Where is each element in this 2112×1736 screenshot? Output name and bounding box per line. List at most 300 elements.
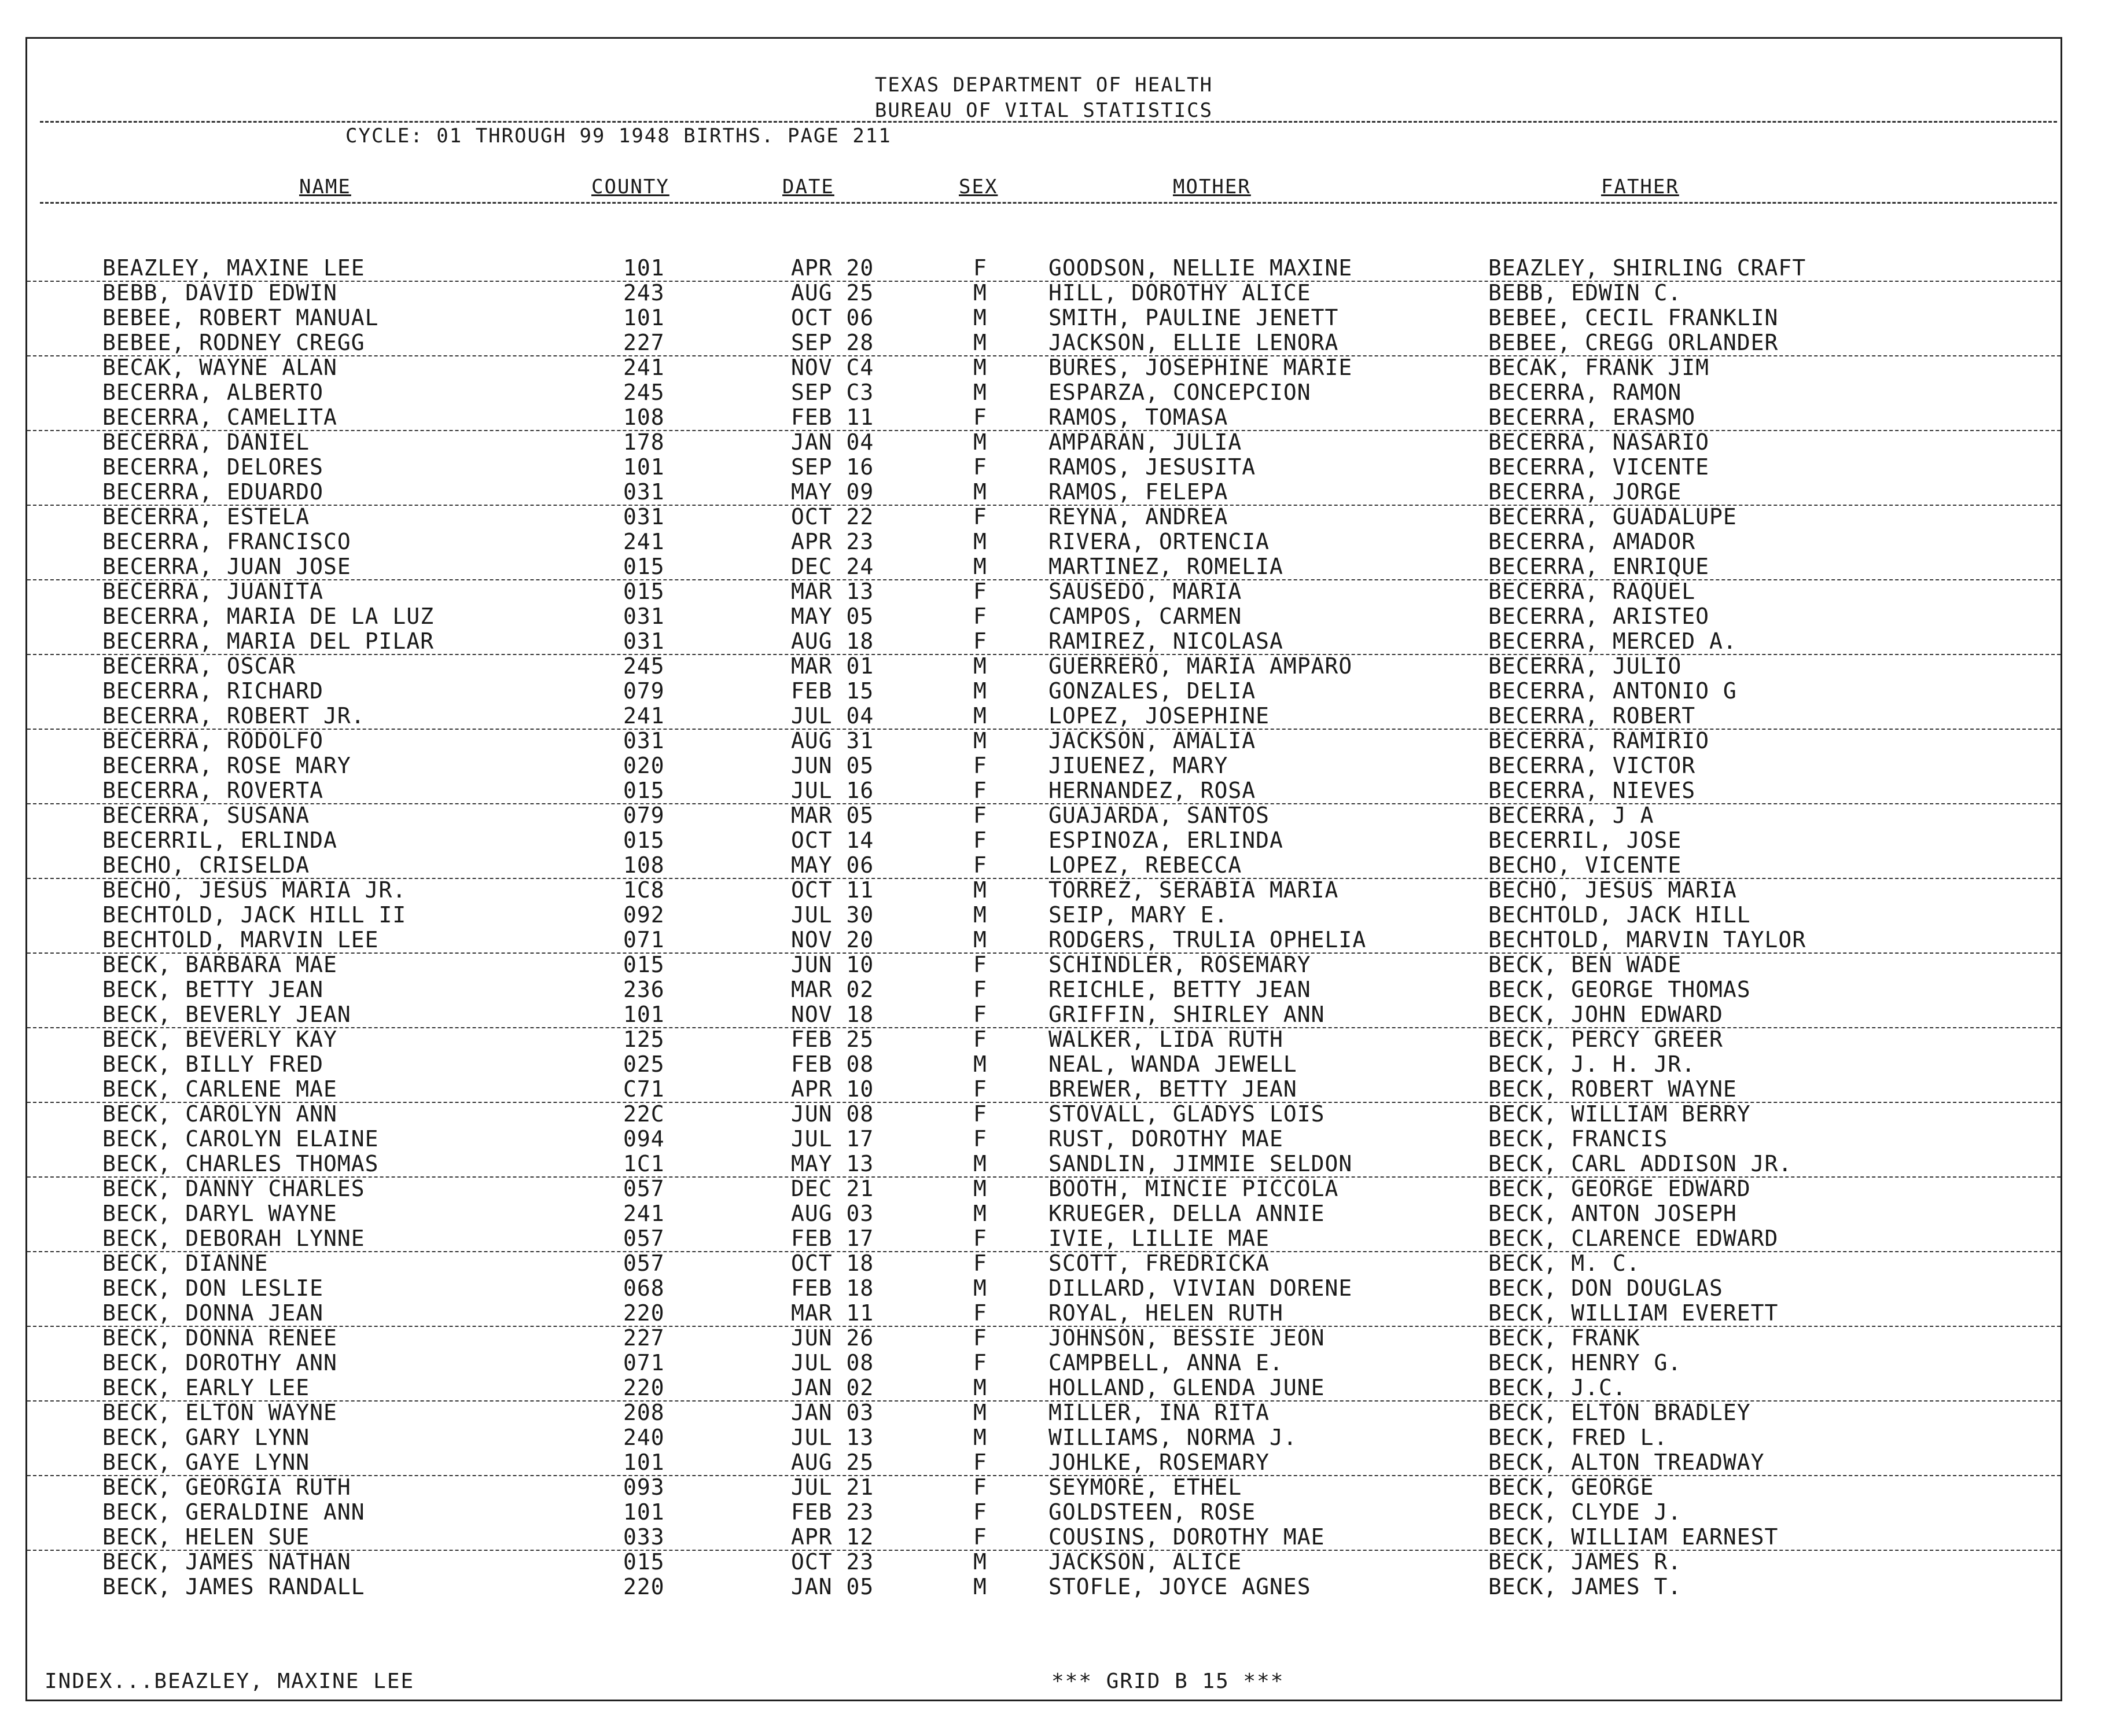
cell-date: JUL 30 — [791, 902, 874, 928]
cell-sex: F — [973, 753, 987, 778]
cell-county: 033 — [623, 1524, 665, 1550]
cell-mother: STOVALL, GLADYS LOIS — [1048, 1101, 1325, 1127]
cell-name: BECERRA, SUSANA — [102, 803, 310, 828]
cell-county: 227 — [623, 330, 665, 355]
cell-father: BECERRA, JORGE — [1488, 479, 1682, 505]
cell-name: BECK, JAMES NATHAN — [102, 1549, 351, 1575]
cell-sex: F — [973, 1002, 987, 1027]
cell-date: OCT 11 — [791, 877, 874, 903]
cell-county: 243 — [623, 280, 665, 306]
cell-date: NOV 20 — [791, 927, 874, 952]
cell-name: BECHTOLD, JACK HILL II — [102, 902, 407, 928]
cell-date: APR 23 — [791, 529, 874, 554]
cell-name: BECK, DARYL WAYNE — [102, 1201, 337, 1226]
cell-mother: JACKSON, ELLIE LENORA — [1048, 330, 1339, 355]
cell-county: 092 — [623, 902, 665, 928]
cell-date: JUL 04 — [791, 703, 874, 729]
cell-name: BECK, BEVERLY JEAN — [102, 1002, 351, 1027]
cell-name: BECK, DON LESLIE — [102, 1275, 324, 1301]
cell-mother: RAMIREZ, NICOLASA — [1048, 628, 1283, 654]
cell-date: FEB 15 — [791, 678, 874, 704]
cell-father: BECERRA, ENRIQUE — [1488, 554, 1710, 579]
cell-name: BECK, BARBARA MAE — [102, 952, 337, 977]
cell-mother: ROYAL, HELEN RUTH — [1048, 1300, 1283, 1326]
table-row — [27, 878, 2061, 903]
cell-sex: F — [973, 1524, 987, 1550]
cell-date: JUL 08 — [791, 1350, 874, 1375]
cell-date: JAN 05 — [791, 1574, 874, 1599]
cell-sex: F — [973, 1300, 987, 1326]
cell-father: BEBEE, CREGG ORLANDER — [1488, 330, 1779, 355]
cell-sex: M — [973, 380, 987, 405]
cell-father: BECK, CARL ADDISON JR. — [1488, 1151, 1793, 1176]
cell-sex: M — [973, 678, 987, 704]
cell-sex: M — [973, 703, 987, 729]
cell-mother: RAMOS, JESUSITA — [1048, 454, 1256, 480]
cell-father: BECK, HENRY G. — [1488, 1350, 1682, 1375]
cell-mother: JOHNSON, BESSIE JEON — [1048, 1325, 1325, 1351]
cell-name: BECERRA, ROSE MARY — [102, 753, 351, 778]
column-header-date: DATE — [782, 175, 834, 198]
table-row — [27, 803, 2061, 828]
cell-father: BECERRIL, JOSE — [1488, 827, 1682, 853]
cell-sex: F — [973, 604, 987, 629]
table-row — [27, 828, 2061, 853]
cell-name: BECAK, WAYNE ALAN — [102, 355, 337, 380]
table-row — [27, 1400, 2061, 1425]
cell-sex: M — [973, 728, 987, 753]
cell-sex: M — [973, 1201, 987, 1226]
cell-name: BEBB, DAVID EDWIN — [102, 280, 337, 306]
cell-mother: GRIFFIN, SHIRLEY ANN — [1048, 1002, 1325, 1027]
cell-mother: CAMPBELL, ANNA E. — [1048, 1350, 1283, 1375]
cell-date: OCT 14 — [791, 827, 874, 853]
table-row — [27, 579, 2061, 604]
cell-father: BECHTOLD, JACK HILL — [1488, 902, 1751, 928]
cell-name: BECK, HELEN SUE — [102, 1524, 310, 1550]
cell-mother: GUAJARDA, SANTOS — [1048, 803, 1270, 828]
cell-sex: M — [973, 1574, 987, 1599]
cell-mother: LOPEZ, REBECCA — [1048, 852, 1242, 878]
cell-name: BECK, DANNY CHARLES — [102, 1176, 365, 1201]
cell-date: AUG 18 — [791, 628, 874, 654]
cell-county: 101 — [623, 1002, 665, 1027]
cell-mother: IVIE, LILLIE MAE — [1048, 1226, 1270, 1251]
cell-county: 079 — [623, 678, 665, 704]
cell-county: 241 — [623, 529, 665, 554]
cell-date: JUN 08 — [791, 1101, 874, 1127]
cell-name: BECK, DONNA RENEE — [102, 1325, 337, 1351]
cell-county: 236 — [623, 977, 665, 1002]
cell-father: BECK, WILLIAM EARNEST — [1488, 1524, 1779, 1550]
cell-date: OCT 22 — [791, 504, 874, 529]
cell-date: JUL 16 — [791, 778, 874, 803]
cell-mother: SEIP, MARY E. — [1048, 902, 1228, 928]
cell-date: FEB 25 — [791, 1027, 874, 1052]
cell-name: BECHO, CRISELDA — [102, 852, 310, 878]
cell-name: BECK, BILLY FRED — [102, 1051, 324, 1077]
cell-sex: F — [973, 1499, 987, 1525]
cell-date: MAR 02 — [791, 977, 874, 1002]
cell-mother: RIVERA, ORTENCIA — [1048, 529, 1270, 554]
cell-mother: BREWER, BETTY JEAN — [1048, 1076, 1297, 1102]
cell-name: BECERRA, FRANCISCO — [102, 529, 351, 554]
cell-name: BECK, DIANNE — [102, 1250, 268, 1276]
cell-father: BECK, M. C. — [1488, 1250, 1640, 1276]
column-header-mother: MOTHER — [1173, 175, 1251, 198]
cell-date: MAR 11 — [791, 1300, 874, 1326]
cell-name: BECERRA, RICHARD — [102, 678, 324, 704]
table-row — [27, 679, 2061, 704]
cell-county: 22C — [623, 1101, 665, 1127]
cell-date: JUN 10 — [791, 952, 874, 977]
cell-sex: F — [973, 977, 987, 1002]
cell-mother: RUST, DOROTHY MAE — [1048, 1126, 1283, 1152]
cell-name: BECERRA, ESTELA — [102, 504, 310, 529]
cell-county: 068 — [623, 1275, 665, 1301]
cell-name: BECERRA, JUAN JOSE — [102, 554, 351, 579]
table-row — [27, 554, 2061, 580]
cell-mother: DILLARD, VIVIAN DORENE — [1048, 1275, 1353, 1301]
table-row — [27, 928, 2061, 954]
table-row — [27, 1351, 2061, 1375]
cell-father: BECK, WILLIAM EVERETT — [1488, 1300, 1779, 1326]
cell-mother: SCHINDLER, ROSEMARY — [1048, 952, 1311, 977]
cell-mother: MILLER, INA RITA — [1048, 1400, 1270, 1425]
cell-name: BECK, CAROLYN ANN — [102, 1101, 337, 1127]
cell-date: JUL 13 — [791, 1425, 874, 1450]
table-row — [27, 729, 2061, 753]
cell-date: JUL 17 — [791, 1126, 874, 1152]
table-row — [27, 306, 2061, 330]
cell-date: AUG 25 — [791, 280, 874, 306]
cell-sex: F — [973, 1474, 987, 1500]
cell-county: 094 — [623, 1126, 665, 1152]
cell-father: BECERRA, ROBERT — [1488, 703, 1696, 729]
table-row — [27, 1251, 2061, 1276]
cell-date: FEB 23 — [791, 1499, 874, 1525]
table-row — [27, 1052, 2061, 1077]
cell-county: 245 — [623, 653, 665, 679]
cell-father: BECERRA, JULIO — [1488, 653, 1682, 679]
grid-label: *** GRID B 15 *** — [1051, 1669, 1285, 1693]
cell-name: BEBEE, RODNEY CREGG — [102, 330, 365, 355]
table-row — [27, 704, 2061, 730]
cell-father: BECERRA, GUADALUPE — [1488, 504, 1737, 529]
ledger-page — [25, 37, 2062, 1701]
column-divider — [40, 202, 2057, 204]
cell-mother: RAMOS, TOMASA — [1048, 404, 1228, 430]
cell-mother: SCOTT, FREDRICKA — [1048, 1250, 1270, 1276]
cell-father: BECK, FRANCIS — [1488, 1126, 1668, 1152]
cell-mother: BURES, JOSEPHINE MARIE — [1048, 355, 1353, 380]
cell-sex: F — [973, 852, 987, 878]
cell-mother: KRUEGER, DELLA ANNIE — [1048, 1201, 1325, 1226]
cell-mother: ESPARZA, CONCEPCION — [1048, 380, 1311, 405]
cell-mother: REYNA, ANDREA — [1048, 504, 1228, 529]
cell-father: BECK, WILLIAM BERRY — [1488, 1101, 1751, 1127]
table-row — [27, 505, 2061, 529]
cell-mother: MARTINEZ, ROMELIA — [1048, 554, 1283, 579]
cell-father: BECERRA, AMADOR — [1488, 529, 1696, 554]
cell-mother: RODGERS, TRULIA OPHELIA — [1048, 927, 1367, 952]
cell-date: FEB 11 — [791, 404, 874, 430]
cell-sex: M — [973, 355, 987, 380]
cell-name: BECK, DOROTHY ANN — [102, 1350, 337, 1375]
cell-name: BECERRA, JUANITA — [102, 579, 324, 604]
cell-county: 015 — [623, 1549, 665, 1575]
table-row — [27, 654, 2061, 679]
table-row — [27, 1575, 2061, 1599]
table-row — [27, 1450, 2061, 1476]
cell-county: 240 — [623, 1425, 665, 1450]
cell-name: BECK, EARLY LEE — [102, 1375, 310, 1400]
cell-county: 031 — [623, 728, 665, 753]
cell-name: BECERRIL, ERLINDA — [102, 827, 337, 853]
cell-date: MAY 09 — [791, 479, 874, 505]
cell-name: BEBEE, ROBERT MANUAL — [102, 305, 379, 330]
table-row — [27, 753, 2061, 778]
cell-name: BECK, BEVERLY KAY — [102, 1027, 337, 1052]
cell-sex: M — [973, 554, 987, 579]
cell-date: MAR 13 — [791, 579, 874, 604]
table-row — [27, 430, 2061, 455]
cell-date: FEB 08 — [791, 1051, 874, 1077]
cell-mother: SMITH, PAULINE JENETT — [1048, 305, 1339, 330]
cell-sex: M — [973, 429, 987, 455]
table-row — [27, 1425, 2061, 1450]
cell-mother: AMPARAN, JULIA — [1048, 429, 1242, 455]
cell-father: BECERRA, VICENTE — [1488, 454, 1710, 480]
cell-sex: F — [973, 255, 987, 281]
cell-father: BECERRA, J A — [1488, 803, 1654, 828]
cell-county: 101 — [623, 454, 665, 480]
cell-sex: M — [973, 1375, 987, 1400]
index-label: INDEX...BEAZLEY, MAXINE LEE — [45, 1669, 415, 1693]
table-row — [27, 1226, 2061, 1252]
cell-sex: F — [973, 1126, 987, 1152]
cell-father: BECK, J.C. — [1488, 1375, 1627, 1400]
cell-county: 057 — [623, 1176, 665, 1201]
cell-sex: F — [973, 1250, 987, 1276]
table-row — [27, 405, 2061, 431]
table-row — [27, 1152, 2061, 1178]
cell-county: 020 — [623, 753, 665, 778]
cell-sex: F — [973, 803, 987, 828]
table-row — [27, 1027, 2061, 1052]
cell-father: BECK, ELTON BRADLEY — [1488, 1400, 1751, 1425]
cell-date: AUG 31 — [791, 728, 874, 753]
cell-sex: M — [973, 1051, 987, 1077]
cell-name: BECERRA, OSCAR — [102, 653, 296, 679]
table-row — [27, 355, 2061, 380]
cell-father: BECHO, VICENTE — [1488, 852, 1682, 878]
cell-county: 031 — [623, 504, 665, 529]
cell-sex: F — [973, 579, 987, 604]
cell-mother: JACKSON, AMALIA — [1048, 728, 1256, 753]
table-row — [27, 1201, 2061, 1226]
cell-county: 108 — [623, 404, 665, 430]
cell-name: BECERRA, DANIEL — [102, 429, 310, 455]
cell-father: BEBEE, CECIL FRANKLIN — [1488, 305, 1779, 330]
cell-father: BECK, PERCY GREER — [1488, 1027, 1723, 1052]
table-row — [27, 977, 2061, 1002]
cell-sex: F — [973, 827, 987, 853]
cell-county: 101 — [623, 255, 665, 281]
cell-mother: BOOTH, MINCIE PICCOLA — [1048, 1176, 1339, 1201]
table-row — [27, 853, 2061, 879]
cell-mother: RAMOS, FELEPA — [1048, 479, 1228, 505]
cell-county: 1C1 — [623, 1151, 665, 1176]
cell-county: 101 — [623, 305, 665, 330]
cell-father: BECERRA, MERCED A. — [1488, 628, 1737, 654]
column-header-father: FATHER — [1601, 175, 1679, 198]
cell-father: BEAZLEY, SHIRLING CRAFT — [1488, 255, 1806, 281]
cell-county: 031 — [623, 628, 665, 654]
table-row — [27, 380, 2061, 405]
table-row — [27, 1475, 2061, 1500]
cell-name: BECK, BETTY JEAN — [102, 977, 324, 1002]
cell-mother: CAMPOS, CARMEN — [1048, 604, 1242, 629]
cell-name: BECK, GAYE LYNN — [102, 1450, 310, 1475]
cell-name: BECK, CAROLYN ELAINE — [102, 1126, 379, 1152]
cell-date: MAY 06 — [791, 852, 874, 878]
cell-sex: F — [973, 1325, 987, 1351]
table-row — [27, 1127, 2061, 1152]
cell-county: 220 — [623, 1574, 665, 1599]
cell-sex: F — [973, 1027, 987, 1052]
cell-mother: SEYMORE, ETHEL — [1048, 1474, 1242, 1500]
cell-name: BECERRA, DELORES — [102, 454, 324, 480]
cell-county: 101 — [623, 1499, 665, 1525]
cell-name: BECK, GEORGIA RUTH — [102, 1474, 351, 1500]
cell-date: OCT 06 — [791, 305, 874, 330]
cell-sex: F — [973, 1101, 987, 1127]
cell-date: JAN 04 — [791, 429, 874, 455]
cell-date: MAY 13 — [791, 1151, 874, 1176]
cell-mother: HERNANDEZ, ROSA — [1048, 778, 1256, 803]
cell-date: JUL 21 — [791, 1474, 874, 1500]
cell-name: BECK, JAMES RANDALL — [102, 1574, 365, 1599]
cell-mother: SANDLIN, JIMMIE SELDON — [1048, 1151, 1353, 1176]
table-row — [27, 778, 2061, 804]
table-row — [27, 1077, 2061, 1103]
cell-date: DEC 21 — [791, 1176, 874, 1201]
header-divider — [40, 121, 2057, 123]
cell-date: AUG 25 — [791, 1450, 874, 1475]
cell-mother: GOODSON, NELLIE MAXINE — [1048, 255, 1353, 281]
cell-father: BEBB, EDWIN C. — [1488, 280, 1682, 306]
cell-county: 015 — [623, 554, 665, 579]
cell-mother: STOFLE, JOYCE AGNES — [1048, 1574, 1311, 1599]
table-row — [27, 629, 2061, 655]
table-row — [27, 480, 2061, 506]
cell-sex: M — [973, 927, 987, 952]
cell-county: 025 — [623, 1051, 665, 1077]
table-row — [27, 1276, 2061, 1301]
cell-father: BECERRA, NASARIO — [1488, 429, 1710, 455]
cell-mother: JACKSON, ALICE — [1048, 1549, 1242, 1575]
cell-date: JAN 02 — [791, 1375, 874, 1400]
cell-father: BECK, JAMES R. — [1488, 1549, 1682, 1575]
cell-county: 031 — [623, 479, 665, 505]
table-row — [27, 604, 2061, 629]
cell-sex: F — [973, 952, 987, 977]
cell-date: JAN 03 — [791, 1400, 874, 1425]
cell-name: BECERRA, RODOLFO — [102, 728, 324, 753]
cell-sex: M — [973, 280, 987, 306]
cell-father: BECK, ROBERT WAYNE — [1488, 1076, 1737, 1102]
cell-mother: SAUSEDO, MARIA — [1048, 579, 1242, 604]
cell-county: 093 — [623, 1474, 665, 1500]
cell-date: FEB 18 — [791, 1275, 874, 1301]
table-row — [27, 1326, 2061, 1351]
cell-sex: M — [973, 1275, 987, 1301]
cell-sex: F — [973, 1076, 987, 1102]
cell-father: BECK, JAMES T. — [1488, 1574, 1682, 1599]
cell-father: BECERRA, ANTONIO G — [1488, 678, 1737, 704]
cell-father: BECK, JOHN EDWARD — [1488, 1002, 1723, 1027]
cell-county: 057 — [623, 1250, 665, 1276]
cell-name: BECERRA, MARIA DEL PILAR — [102, 628, 435, 654]
cell-date: MAR 05 — [791, 803, 874, 828]
table-row — [27, 1002, 2061, 1028]
cell-date: MAR 01 — [791, 653, 874, 679]
cell-name: BECHO, JESUS MARIA JR. — [102, 877, 407, 903]
cell-county: 241 — [623, 1201, 665, 1226]
table-row — [27, 1375, 2061, 1402]
cell-sex: F — [973, 404, 987, 430]
cell-name: BECK, CHARLES THOMAS — [102, 1151, 379, 1176]
cell-father: BECK, J. H. JR. — [1488, 1051, 1696, 1077]
cell-father: BECK, GEORGE EDWARD — [1488, 1176, 1751, 1201]
cell-father: BECK, CLYDE J. — [1488, 1499, 1682, 1525]
cell-date: APR 12 — [791, 1524, 874, 1550]
table-row — [27, 1176, 2061, 1201]
cell-name: BECERRA, ALBERTO — [102, 380, 324, 405]
cell-date: SEP C3 — [791, 380, 874, 405]
cell-county: 245 — [623, 380, 665, 405]
cell-father: BECERRA, ARISTEO — [1488, 604, 1710, 629]
cell-sex: M — [973, 1176, 987, 1201]
cell-date: SEP 28 — [791, 330, 874, 355]
cell-county: 227 — [623, 1325, 665, 1351]
cell-name: BECK, CARLENE MAE — [102, 1076, 337, 1102]
cell-father: BECHO, JESUS MARIA — [1488, 877, 1737, 903]
cycle-line: CYCLE: 01 THROUGH 99 1948 BIRTHS. PAGE 211 — [345, 124, 892, 148]
cell-county: 241 — [623, 703, 665, 729]
cell-date: MAY 05 — [791, 604, 874, 629]
cell-sex: F — [973, 628, 987, 654]
cell-father: BECK, CLARENCE EDWARD — [1488, 1226, 1779, 1251]
table-row — [27, 952, 2061, 977]
cell-county: 015 — [623, 778, 665, 803]
cell-county: C71 — [623, 1076, 665, 1102]
cell-name: BECK, ELTON WAYNE — [102, 1400, 337, 1425]
cell-father: BECK, ALTON TREADWAY — [1488, 1450, 1765, 1475]
cell-father: BECK, GEORGE THOMAS — [1488, 977, 1751, 1002]
cell-father: BECK, DON DOUGLAS — [1488, 1275, 1723, 1301]
cell-county: 108 — [623, 852, 665, 878]
cell-county: 015 — [623, 827, 665, 853]
cell-sex: F — [973, 1350, 987, 1375]
cell-name: BECERRA, ROBERT JR. — [102, 703, 365, 729]
cell-county: 178 — [623, 429, 665, 455]
table-row — [27, 330, 2061, 356]
cell-father: BECK, FRED L. — [1488, 1425, 1668, 1450]
cell-county: 015 — [623, 952, 665, 977]
cell-mother: LOPEZ, JOSEPHINE — [1048, 703, 1270, 729]
